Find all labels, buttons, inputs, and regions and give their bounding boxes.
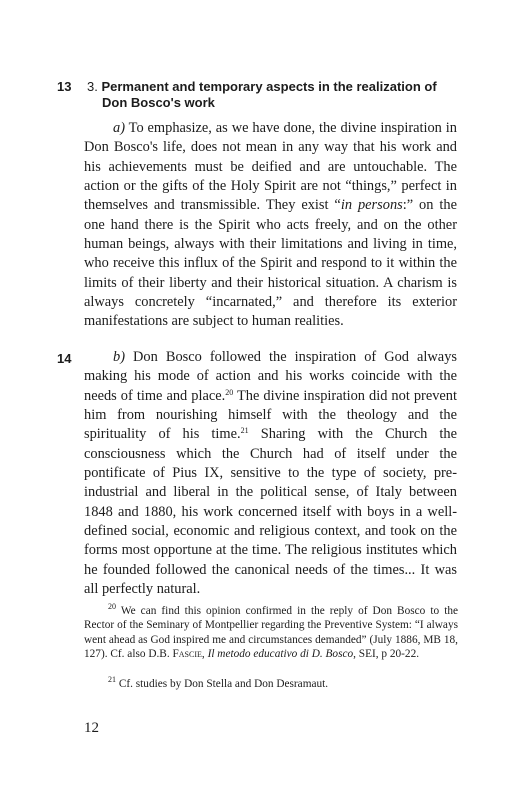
footnote-text: , SEI, p 20-22. [353, 648, 420, 661]
heading-line-2: Don Bosco's work [102, 95, 215, 110]
paragraph-b-text-2: The divine inspiration did not prevent him from nourishing himself with the theology and the spirituality of his time. [84, 387, 458, 443]
paragraph-b [84, 348, 457, 599]
margin-number: 13 [57, 79, 72, 94]
footnote-ref: 21 [240, 426, 249, 436]
page-number: 12 [84, 720, 99, 736]
paragraph-a-marker: a) [113, 120, 125, 136]
paragraph-a [84, 119, 457, 332]
footnote-author: Fascie [172, 648, 202, 661]
paragraph-b-text-1: Don Bosco followed the inspiration of God always making his mode of action and his works coincide with the needs of time and place. [84, 349, 457, 404]
footnote-ref: 20 [225, 387, 234, 397]
paragraph-b-text-3: Sharing with the Church the consciousness which the Church had of itself under the pontificate of Pius IX, sensitive to the type of society, pre-industrial and liberal in the political sense, of Italy between 1848 and 1880, his work concerned itself with boys in a well-defined social, economic and religious context, and took on the forms most opportune at the time. The religious institutes which he founded followed the canonical needs of the times... It was all perfectly natural. [84, 426, 457, 598]
paragraph-a-text-1: To emphasize, as we have done, the divine inspiration in Don Bosco's life, does not mean in any way that his work and his achievements must be deified and are untouchable. The action or the gifts of the Holy Spirit are not “things,” perfect in themselves and transmissible. They exist “ [84, 120, 457, 214]
footnote [84, 677, 458, 691]
paragraph-a-text-2: :” on the one hand there is the Spirit who acts freely, and on the other human beings, always with their limitations and living in time, who receive this influx of the Spirit and respond to it within the limits of their liberty and their historical situation. A charism is always concretely “incarnated,” and therefore its exterior manifestations are subject to human realities. [84, 197, 457, 330]
margin-number: 14 [57, 351, 72, 366]
footnote-number: 20 [108, 602, 116, 611]
footnote-text: , [201, 648, 208, 661]
section-heading [87, 79, 467, 111]
heading-line-1: Permanent and temporary aspects in the realization of [101, 79, 437, 94]
footnote-text: We can find this opinion confirmed in the reply of Don Bosco to the Rector of the Seminary of Montpellier regarding the Preventive System: “I always went ahead as God inspired me and circumstances demanded” (July 1886, MB 18, 127). Cf. also D.B. [84, 605, 458, 661]
footnote-number: 21 [108, 675, 116, 684]
heading-number: 3. [87, 79, 98, 94]
paragraph-a-emphasis: in persons [340, 197, 403, 214]
footnote-title: Il metodo educativo di D. Bosco [207, 648, 354, 661]
footnote [84, 604, 458, 662]
footnote-text: Cf. studies by Don Stella and Don Desramaut. [118, 678, 329, 690]
paragraph-b-marker: b) [113, 349, 125, 365]
